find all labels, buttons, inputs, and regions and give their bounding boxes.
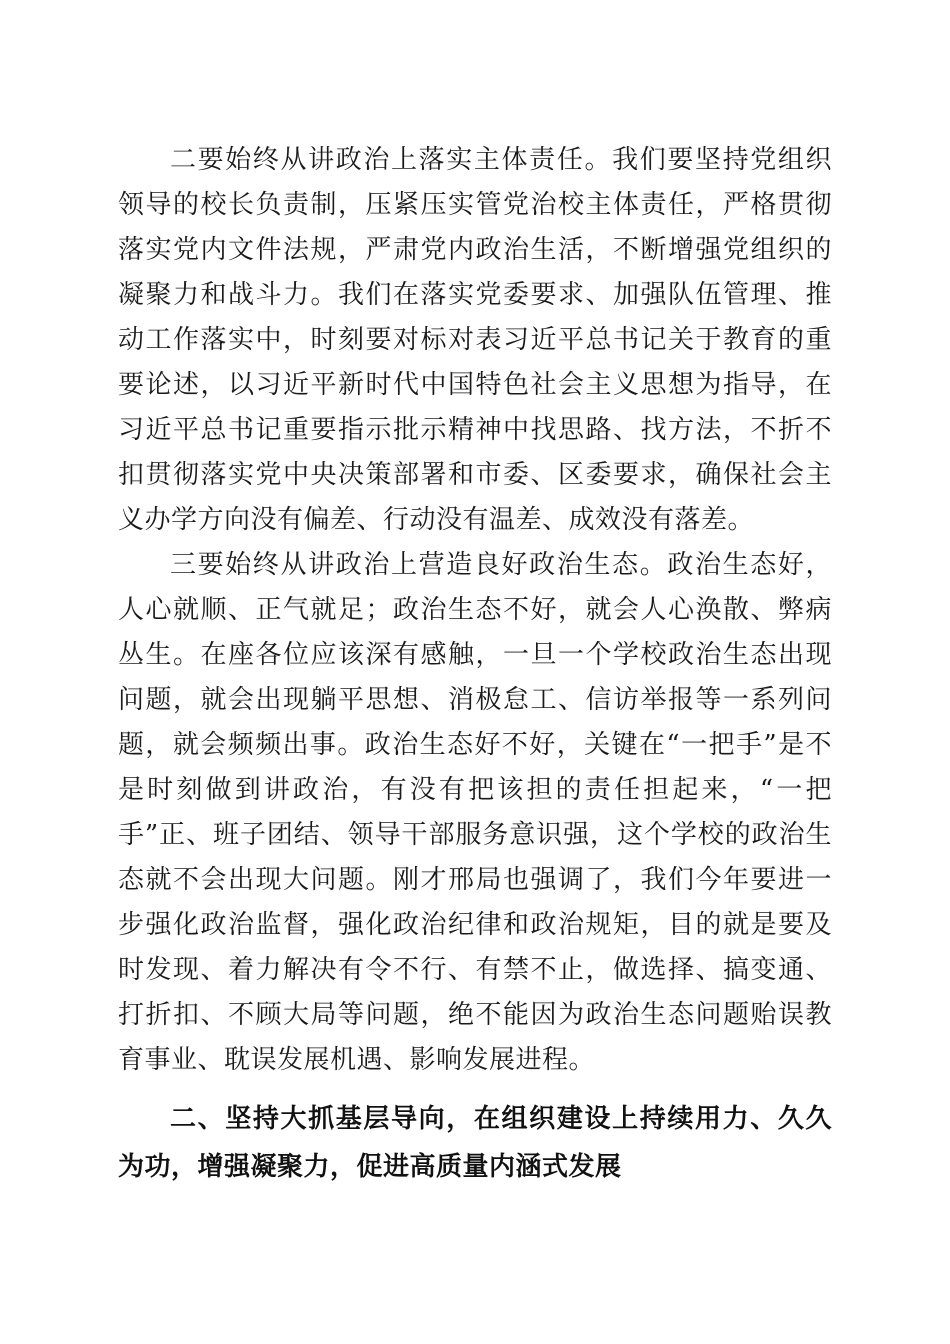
paragraph-second-requirement: 二要始终从讲政治上落实主体责任。我们要坚持党组织领导的校长负责制，压紧压实管党治校主体责任，严格贯彻落实党内文件法规，严肃党内政治生活，不断增强党组织的凝聚力和战斗力。我们在落实党委要求、加强队伍管理、推动工作落实中，时刻要对标对表习近平总书记关于教育的重要论述，以习近平新时代中国特色社会主义思想为指导，在习近平总书记重要指示批示精神中找思路、找方法，不折不扣贯彻落实党中央决策部署和市委、区委要求，确保社会主义办学方向没有偏差、行动没有温差、成效没有落差。 <box>118 145 832 535</box>
document-body <box>118 138 832 1191</box>
section-heading: 二、坚持大抓基层导向，在组织建设上持续用力、久久为功，增强凝聚力，促进高质量内涵式发展 <box>118 1104 832 1182</box>
paragraph-third-requirement: 三要始终从讲政治上营造良好政治生态。政治生态好，人心就顺、正气就足；政治生态不好，就会人心涣散、弊病丛生。在座各位应该深有感触，一旦一个学校政治生态出现问题，就会出现躺平思想、消极怠工、信访举报等一系列问题，就会频频出事。政治生态好不好，关键在“一把手”是不是时刻做到讲政治，有没有把该担的责任担起来，“一把手”正、班子团结、领导干部服务意识强，这个学校的政治生态就不会出现大问题。刚才邢局也强调了，我们今年要进一步强化政治监督，强化政治纪律和政治规矩，目的就是要及时发现、着力解决有令不行、有禁不止，做选择、搞变通、打折扣、不顾大局等问题，绝不能因为政治生态问题贻误教育事业、耽误发展机遇、影响发展进程。 <box>118 550 832 1075</box>
